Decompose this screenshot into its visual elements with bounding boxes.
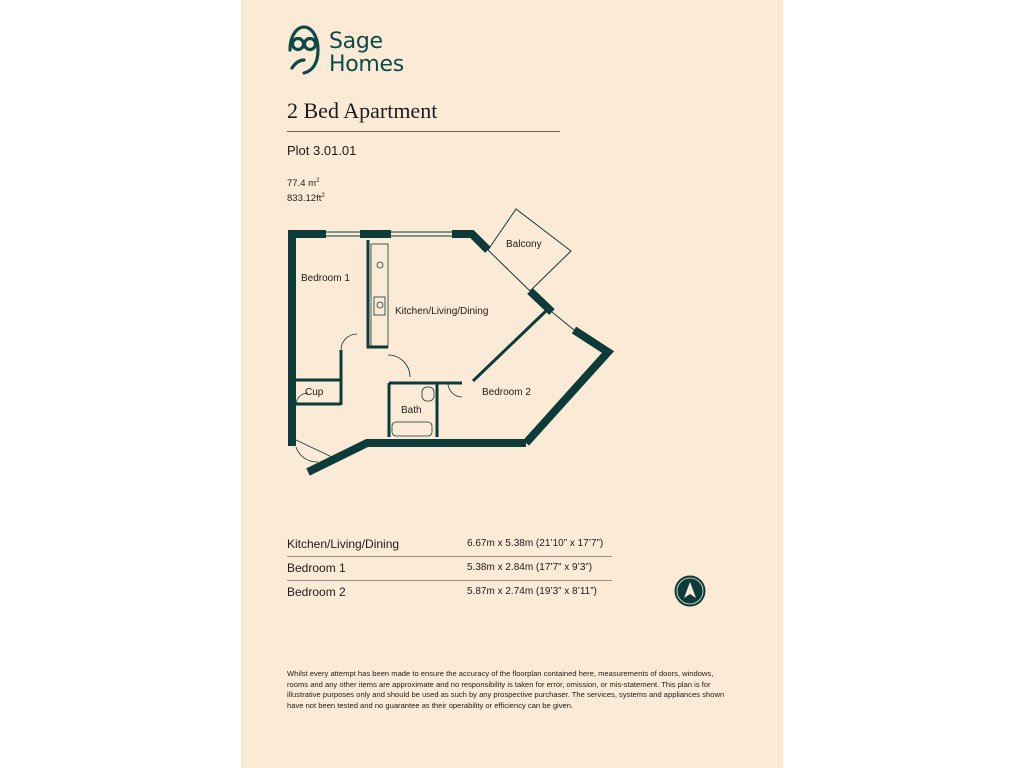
page-title: 2 Bed Apartment — [287, 98, 438, 123]
wall-diagonal — [473, 309, 548, 381]
dimensions-table — [287, 533, 612, 604]
kitchen-counter — [371, 244, 388, 347]
outer-wall-east — [530, 291, 552, 312]
table-row — [287, 557, 612, 581]
outer-wall-north-3 — [452, 234, 488, 250]
balcony-outline — [488, 209, 571, 291]
room-label-cup: Cup — [305, 387, 324, 398]
disclaimer-text: Whilst every attempt has been made to ensure the accuracy of the floorplan contained here, measurements of doors, windows, rooms and any other items are approximate and no responsibility is taken for error, omission, or mis-statement. This plan is for illustrative purposes only and should be used as such by any prospective purchaser. The services, systems and appliances shown have not been tested and no guarantee as their operability or efficiency can be given. — [287, 669, 725, 710]
dimension-room: Bedroom 1 — [287, 561, 346, 575]
toilet-icon — [422, 387, 434, 401]
room-label-balcony: Balcony — [506, 239, 542, 250]
bathtub-icon — [392, 422, 432, 436]
brand-line-1: Sage — [329, 29, 383, 54]
title-divider — [287, 131, 560, 132]
door-swing — [388, 355, 410, 377]
table-row — [287, 533, 612, 557]
table-row — [287, 581, 612, 604]
room-label-bedroom-2: Bedroom 2 — [482, 387, 531, 398]
hob-icon — [377, 302, 383, 308]
room-label-bath: Bath — [401, 405, 422, 416]
dimension-size: 5.87m x 2.74m (19’3” x 8’11”) — [467, 586, 597, 597]
floor-plan — [280, 200, 620, 490]
outer-wall-southeast — [526, 330, 608, 443]
brand-wordmark — [329, 30, 404, 76]
area-imperial-exponent: 2 — [321, 193, 325, 200]
window-east — [552, 312, 574, 330]
area-metric — [287, 175, 325, 190]
dimension-size: 6.67m x 5.38m (21’10” x 17’7”) — [467, 538, 604, 549]
dimension-room: Bedroom 2 — [287, 585, 346, 599]
dimension-room: Kitchen/Living/Dining — [287, 537, 400, 551]
door-swing — [341, 334, 357, 350]
window-north-1 — [326, 232, 360, 236]
plot-number: Plot 3.01.01 — [287, 143, 357, 158]
area-metric-unit: m — [308, 178, 317, 190]
door-swing — [448, 383, 462, 397]
room-label-kitchen: Kitchen/Living/Dining — [395, 306, 489, 317]
brand-line-2: Homes — [329, 52, 404, 77]
area-imperial-unit: ft — [316, 193, 322, 205]
window-north-2 — [391, 232, 452, 236]
hob-icon — [377, 262, 383, 268]
north-arrow-icon — [673, 574, 707, 608]
sink-icon — [374, 297, 385, 315]
room-label-bedroom-1: Bedroom 1 — [301, 273, 350, 284]
area-metric-exponent: 2 — [316, 178, 320, 184]
outer-wall-south — [308, 443, 526, 472]
area-metric-value: 77.4 — [287, 178, 306, 190]
balcony-door — [488, 250, 530, 291]
dimension-size: 5.38m x 2.84m (17’7” x 9’3”) — [467, 562, 593, 573]
area-imperial-value: 833.12 — [287, 193, 317, 205]
